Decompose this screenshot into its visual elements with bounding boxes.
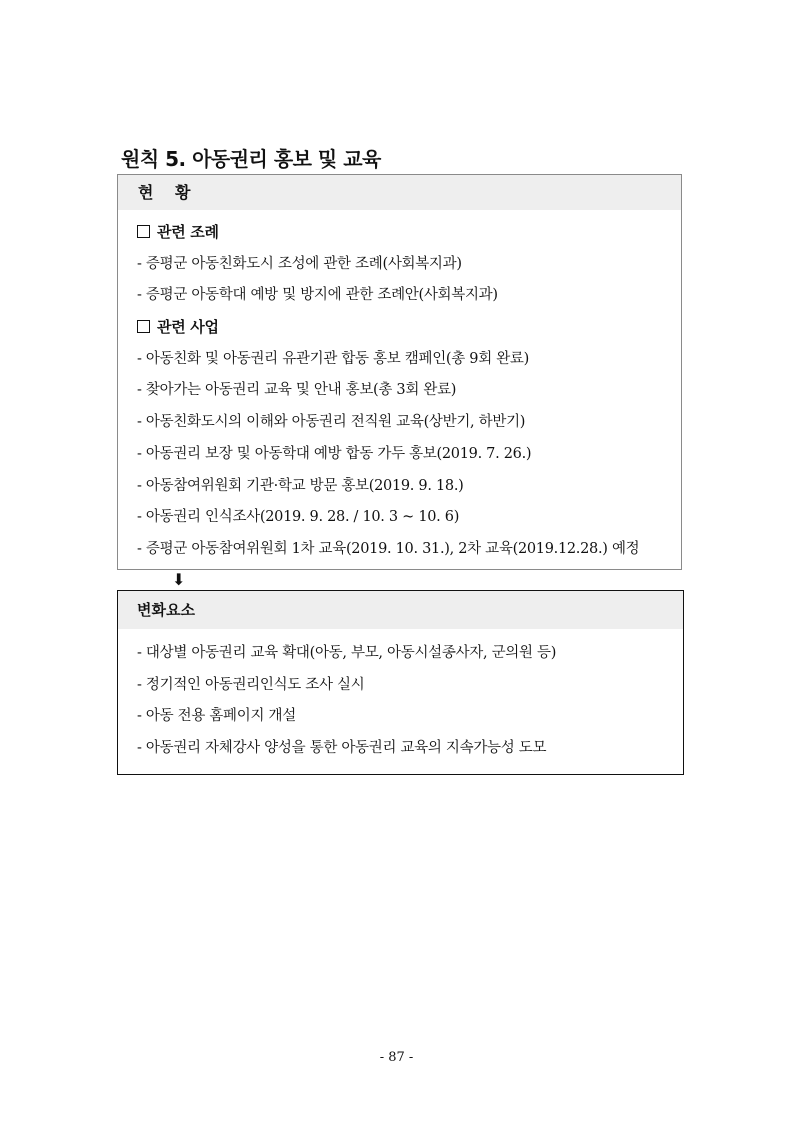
subheading-projects: 관련 사업 [137, 317, 675, 349]
list-item: - 찾아가는 아동권리 교육 및 안내 홍보(총 3회 완료) [137, 382, 457, 399]
list-item: - 아동권리 자체강사 양성을 통한 아동권리 교육의 지속가능성 도모 [137, 740, 547, 757]
list-item: - 아동친화 및 아동권리 유관기관 합동 홍보 캠페인(총 9회 완료) [137, 350, 529, 367]
checkbox-square-icon [137, 225, 150, 238]
current-status-box [117, 174, 682, 570]
list-item: - 아동권리 보장 및 아동학대 예방 합동 가두 홍보(2019. 7. 26.) [137, 445, 532, 462]
change-factors-box [117, 590, 684, 775]
subheading-ordinance: 관련 조례 [137, 222, 675, 254]
list-item: - 정기적인 아동권리인식도 조사 실시 [137, 676, 365, 693]
page-number: - 87 - [379, 1050, 414, 1065]
change-factors-header: 변화요소 [118, 591, 683, 629]
section-title: 원칙 5. 아동권리 홍보 및 교육 [121, 147, 381, 171]
checkbox-square-icon [137, 320, 150, 333]
list-item: - 아동참여위원회 기관·학교 방문 홍보(2019. 9. 18.) [137, 477, 464, 494]
list-item: - 아동 전용 홈페이지 개설 [137, 708, 296, 725]
list-item: - 대상별 아동권리 교육 확대(아동, 부모, 아동시설종사자, 군의원 등) [137, 645, 557, 661]
current-status-content [137, 222, 675, 571]
current-status-header: 현 황 [118, 175, 681, 210]
change-factors-content [137, 643, 677, 770]
list-item: - 아동권리 인식조사(2019. 9. 28. / 10. 3 ~ 10. 6) [137, 509, 460, 526]
list-item: - 증평군 아동친화도시 조성에 관한 조례(사회복지과) [137, 255, 462, 272]
list-item: - 증평군 아동참여위원회 1차 교육(2019. 10. 31.), 2차 교육(2019.12.28.) 예정 [137, 540, 640, 557]
list-item: - 증평군 아동학대 예방 및 방지에 관한 조례안(사회복지과) [137, 287, 498, 304]
down-arrow-icon: ⬇ [172, 570, 186, 589]
list-item: - 아동친화도시의 이해와 아동권리 전직원 교육(상반기, 하반기) [137, 414, 526, 431]
